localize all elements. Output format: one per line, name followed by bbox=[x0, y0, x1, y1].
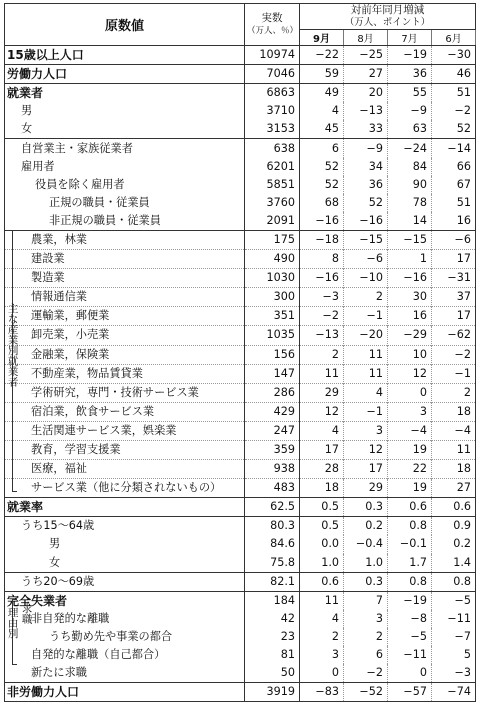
actual-value: 184 bbox=[245, 591, 300, 610]
jul-change: 14 bbox=[388, 212, 432, 231]
table-row bbox=[5, 345, 476, 364]
aug-change: 2 bbox=[344, 628, 388, 646]
sep-change: 52 bbox=[300, 176, 344, 194]
sep-change: 18 bbox=[300, 479, 344, 498]
sep-change: 52 bbox=[300, 158, 344, 176]
jul-change: 12 bbox=[388, 364, 432, 383]
jul-change: 3 bbox=[388, 402, 432, 421]
table-row bbox=[5, 212, 476, 231]
sep-change: 0.0 bbox=[300, 535, 344, 553]
sep-change: 8 bbox=[300, 250, 344, 269]
jul-change: 55 bbox=[388, 84, 432, 103]
jul-change: 0 bbox=[388, 664, 432, 683]
table-row bbox=[5, 364, 476, 383]
actual-value: 10974 bbox=[245, 46, 300, 65]
actual-value: 175 bbox=[245, 230, 300, 249]
jul-change: 1.7 bbox=[388, 554, 432, 573]
jun-change: 0.6 bbox=[432, 498, 476, 517]
actual-value: 62.5 bbox=[245, 498, 300, 517]
row-label: 情報通信業 bbox=[5, 288, 245, 307]
actual-value: 351 bbox=[245, 307, 300, 326]
table-row bbox=[5, 139, 476, 158]
sep-change: 2 bbox=[300, 628, 344, 646]
aug-change: 11 bbox=[344, 364, 388, 383]
aug-change: −10 bbox=[344, 269, 388, 288]
sep-change: −22 bbox=[300, 46, 344, 65]
row-label: 建設業 bbox=[5, 250, 245, 269]
row-label: 生活関連サービス業，娯楽業 bbox=[5, 421, 245, 440]
sep-change: −83 bbox=[300, 683, 344, 702]
row-label: 非労働力人口 bbox=[5, 683, 245, 702]
table-row bbox=[5, 440, 476, 459]
actual-value: 286 bbox=[245, 383, 300, 402]
actual-value: 1035 bbox=[245, 326, 300, 345]
jul-change: −57 bbox=[388, 683, 432, 702]
aug-change: 17 bbox=[344, 460, 388, 479]
actual-value: 3919 bbox=[245, 683, 300, 702]
aug-change: 0.3 bbox=[344, 572, 388, 591]
table-row bbox=[5, 158, 476, 176]
row-label: 自発的な離職（自己都合） bbox=[5, 646, 245, 664]
row-label: 運輸業，郵便業 bbox=[5, 307, 245, 326]
row-label: 卸売業，小売業 bbox=[5, 326, 245, 345]
jul-change: 0.6 bbox=[388, 498, 432, 517]
table-row bbox=[5, 250, 476, 269]
jun-change: 66 bbox=[432, 158, 476, 176]
table-row bbox=[5, 288, 476, 307]
row-label: 就業率 bbox=[5, 498, 245, 517]
row-label: 宿泊業，飲食サービス業 bbox=[5, 402, 245, 421]
jul-change: 63 bbox=[388, 120, 432, 139]
actual-value: 938 bbox=[245, 460, 300, 479]
aug-change: −6 bbox=[344, 250, 388, 269]
sep-change: 49 bbox=[300, 84, 344, 103]
table-row bbox=[5, 628, 476, 646]
row-label: 女 bbox=[5, 554, 245, 573]
table-row bbox=[5, 479, 476, 498]
jun-change: −30 bbox=[432, 46, 476, 65]
row-label: 学術研究，専門・技術サービス業 bbox=[5, 383, 245, 402]
jul-change: 1 bbox=[388, 250, 432, 269]
table-row bbox=[5, 176, 476, 194]
actual-value: 156 bbox=[245, 345, 300, 364]
sep-change: 45 bbox=[300, 120, 344, 139]
table-row bbox=[5, 664, 476, 683]
aug-change: −25 bbox=[344, 46, 388, 65]
jun-change: 67 bbox=[432, 176, 476, 194]
aug-change: 7 bbox=[344, 591, 388, 610]
aug-change: −2 bbox=[344, 664, 388, 683]
jul-change: 90 bbox=[388, 176, 432, 194]
sep-change: 1.0 bbox=[300, 554, 344, 573]
row-label: 非自発的な離職 bbox=[5, 610, 245, 628]
month-header-sep: 9月 bbox=[300, 30, 344, 46]
actual-value: 50 bbox=[245, 664, 300, 683]
column-header-title: 原数値 bbox=[5, 4, 245, 46]
table-row bbox=[5, 517, 476, 536]
table-row bbox=[5, 554, 476, 573]
actual-value: 483 bbox=[245, 479, 300, 498]
aug-change: −20 bbox=[344, 326, 388, 345]
sep-change: 68 bbox=[300, 194, 344, 212]
row-label: 就業者 bbox=[5, 84, 245, 103]
actual-value: 147 bbox=[245, 364, 300, 383]
table-row bbox=[5, 421, 476, 440]
actual-value: 7046 bbox=[245, 65, 300, 84]
jul-change: −8 bbox=[388, 610, 432, 628]
table-row bbox=[5, 610, 476, 628]
aug-change: −0.4 bbox=[344, 535, 388, 553]
actual-unit: （万人、％） bbox=[247, 26, 299, 36]
jul-change: −9 bbox=[388, 102, 432, 120]
jul-change: 0.8 bbox=[388, 572, 432, 591]
jul-change: −16 bbox=[388, 269, 432, 288]
jun-change: −14 bbox=[432, 139, 476, 158]
jul-change: 0.8 bbox=[388, 517, 432, 536]
jun-change: 52 bbox=[432, 120, 476, 139]
jun-change: 0.8 bbox=[432, 572, 476, 591]
yoy-label: 対前年同月増減 bbox=[350, 4, 425, 16]
row-label: 女 bbox=[5, 120, 245, 139]
jun-change: −3 bbox=[432, 664, 476, 683]
row-label: 自営業主・家族従業者 bbox=[5, 139, 245, 158]
sep-change: −13 bbox=[300, 326, 344, 345]
sep-change: 11 bbox=[300, 364, 344, 383]
aug-change: −9 bbox=[344, 139, 388, 158]
row-label: 教育，学習支援業 bbox=[5, 440, 245, 459]
aug-change: 0.2 bbox=[344, 517, 388, 536]
actual-value: 81 bbox=[245, 646, 300, 664]
column-header-yoy bbox=[300, 4, 476, 30]
actual-value: 5851 bbox=[245, 176, 300, 194]
aug-change: −16 bbox=[344, 212, 388, 231]
sep-change: 0.5 bbox=[300, 498, 344, 517]
jun-change: 16 bbox=[432, 212, 476, 231]
jun-change: 17 bbox=[432, 250, 476, 269]
actual-value: 300 bbox=[245, 288, 300, 307]
aug-change: 29 bbox=[344, 479, 388, 498]
jul-change: 19 bbox=[388, 479, 432, 498]
table-row bbox=[5, 646, 476, 664]
jun-change: 18 bbox=[432, 460, 476, 479]
jun-change: −1 bbox=[432, 364, 476, 383]
actual-value: 82.1 bbox=[245, 572, 300, 591]
table-row bbox=[5, 535, 476, 553]
sep-change: 17 bbox=[300, 440, 344, 459]
jul-change: 84 bbox=[388, 158, 432, 176]
row-label: 金融業，保険業 bbox=[5, 345, 245, 364]
actual-value: 490 bbox=[245, 250, 300, 269]
jun-change: 5 bbox=[432, 646, 476, 664]
table-row bbox=[5, 402, 476, 421]
jul-change: 36 bbox=[388, 65, 432, 84]
actual-value: 247 bbox=[245, 421, 300, 440]
sep-change: 12 bbox=[300, 402, 344, 421]
row-label: 役員を除く雇用者 bbox=[5, 176, 245, 194]
jun-change: −5 bbox=[432, 591, 476, 610]
row-label: 農業，林業 bbox=[5, 230, 245, 249]
actual-value: 6201 bbox=[245, 158, 300, 176]
aug-change: 3 bbox=[344, 610, 388, 628]
table-row bbox=[5, 65, 476, 84]
jul-change: 19 bbox=[388, 440, 432, 459]
sep-change: 11 bbox=[300, 591, 344, 610]
table-row bbox=[5, 120, 476, 139]
aug-change: 11 bbox=[344, 345, 388, 364]
aug-change: −1 bbox=[344, 307, 388, 326]
aug-change: 34 bbox=[344, 158, 388, 176]
jul-change: −0.1 bbox=[388, 535, 432, 553]
jul-change: −4 bbox=[388, 421, 432, 440]
jun-change: −11 bbox=[432, 610, 476, 628]
jun-change: 17 bbox=[432, 307, 476, 326]
month-header-jun: 6月 bbox=[432, 30, 476, 46]
actual-value: 23 bbox=[245, 628, 300, 646]
table-row bbox=[5, 194, 476, 212]
actual-value: 3710 bbox=[245, 102, 300, 120]
table-row bbox=[5, 230, 476, 249]
jun-change: −2 bbox=[432, 102, 476, 120]
jun-change: 46 bbox=[432, 65, 476, 84]
actual-value: 3760 bbox=[245, 194, 300, 212]
jun-change: 18 bbox=[432, 402, 476, 421]
jul-change: 10 bbox=[388, 345, 432, 364]
jun-change: 37 bbox=[432, 288, 476, 307]
aug-change: −13 bbox=[344, 102, 388, 120]
jul-change: 78 bbox=[388, 194, 432, 212]
statistics-table-container bbox=[4, 3, 475, 702]
jul-change: 16 bbox=[388, 307, 432, 326]
aug-change: 6 bbox=[344, 646, 388, 664]
sep-change: 2 bbox=[300, 345, 344, 364]
month-header-aug: 8月 bbox=[344, 30, 388, 46]
sep-change: −18 bbox=[300, 230, 344, 249]
sep-change: 0 bbox=[300, 664, 344, 683]
sep-change: −3 bbox=[300, 288, 344, 307]
sep-change: 4 bbox=[300, 421, 344, 440]
jun-change: −6 bbox=[432, 230, 476, 249]
table-row bbox=[5, 591, 476, 610]
row-label: 医療，福祉 bbox=[5, 460, 245, 479]
actual-value: 2091 bbox=[245, 212, 300, 231]
row-label: 非正規の職員・従業員 bbox=[5, 212, 245, 231]
jun-change: −74 bbox=[432, 683, 476, 702]
actual-value: 638 bbox=[245, 139, 300, 158]
sep-change: −2 bbox=[300, 307, 344, 326]
jun-change: −7 bbox=[432, 628, 476, 646]
jul-change: 0 bbox=[388, 383, 432, 402]
sep-change: −16 bbox=[300, 212, 344, 231]
actual-value: 359 bbox=[245, 440, 300, 459]
table-row bbox=[5, 307, 476, 326]
jun-change: 0.2 bbox=[432, 535, 476, 553]
jun-change: 51 bbox=[432, 84, 476, 103]
sep-change: 4 bbox=[300, 610, 344, 628]
aug-change: 4 bbox=[344, 383, 388, 402]
row-label: 男 bbox=[5, 535, 245, 553]
table-row bbox=[5, 269, 476, 288]
jul-change: −5 bbox=[388, 628, 432, 646]
sep-change: −16 bbox=[300, 269, 344, 288]
month-header-jul: 7月 bbox=[388, 30, 432, 46]
sep-change: 4 bbox=[300, 102, 344, 120]
aug-change: −1 bbox=[344, 402, 388, 421]
labor-force-table bbox=[4, 3, 476, 702]
sep-change: 3 bbox=[300, 646, 344, 664]
table-row bbox=[5, 683, 476, 702]
jul-change: −15 bbox=[388, 230, 432, 249]
table-row bbox=[5, 572, 476, 591]
row-label: 雇用者 bbox=[5, 158, 245, 176]
aug-change: 20 bbox=[344, 84, 388, 103]
actual-value: 84.6 bbox=[245, 535, 300, 553]
row-label: うち15～64歳 bbox=[5, 517, 245, 536]
table-row bbox=[5, 498, 476, 517]
reason-group-label-part1: 理由別 bbox=[6, 607, 19, 639]
actual-value: 75.8 bbox=[245, 554, 300, 573]
aug-change: −52 bbox=[344, 683, 388, 702]
table-row bbox=[5, 460, 476, 479]
actual-value: 80.3 bbox=[245, 517, 300, 536]
row-label: 男 bbox=[5, 102, 245, 120]
jul-change: 22 bbox=[388, 460, 432, 479]
aug-change: 2 bbox=[344, 288, 388, 307]
actual-value: 429 bbox=[245, 402, 300, 421]
aug-change: 33 bbox=[344, 120, 388, 139]
jun-change: 1.4 bbox=[432, 554, 476, 573]
row-label: 労働力人口 bbox=[5, 65, 245, 84]
industry-group-label: 主な産業別就業者 bbox=[6, 303, 19, 387]
aug-change: 3 bbox=[344, 421, 388, 440]
jun-change: −4 bbox=[432, 421, 476, 440]
yoy-unit: （万人、ポイント） bbox=[344, 17, 431, 28]
jul-change: −19 bbox=[388, 591, 432, 610]
aug-change: 52 bbox=[344, 194, 388, 212]
jun-change: 0.9 bbox=[432, 517, 476, 536]
jul-change: −29 bbox=[388, 326, 432, 345]
row-label: サービス業（他に分類されないもの） bbox=[5, 479, 245, 498]
sep-change: 0.6 bbox=[300, 572, 344, 591]
table-row bbox=[5, 102, 476, 120]
aug-change: 27 bbox=[344, 65, 388, 84]
jul-change: −11 bbox=[388, 646, 432, 664]
row-label: 新たに求職 bbox=[5, 664, 245, 683]
row-label: うち勤め先や事業の都合 bbox=[5, 628, 245, 646]
actual-label: 実数 bbox=[261, 12, 283, 24]
sep-change: 29 bbox=[300, 383, 344, 402]
column-header-actual bbox=[245, 4, 300, 46]
actual-value: 42 bbox=[245, 610, 300, 628]
jun-change: 51 bbox=[432, 194, 476, 212]
row-label: 不動産業，物品賃貸業 bbox=[5, 364, 245, 383]
aug-change: 12 bbox=[344, 440, 388, 459]
aug-change: 36 bbox=[344, 176, 388, 194]
jul-change: −19 bbox=[388, 46, 432, 65]
sep-change: 0.5 bbox=[300, 517, 344, 536]
row-label: 正規の職員・従業員 bbox=[5, 194, 245, 212]
aug-change: 0.3 bbox=[344, 498, 388, 517]
aug-change: 1.0 bbox=[344, 554, 388, 573]
aug-change: −15 bbox=[344, 230, 388, 249]
actual-value: 6863 bbox=[245, 84, 300, 103]
table-row bbox=[5, 326, 476, 345]
jun-change: 2 bbox=[432, 383, 476, 402]
row-label: 15歳以上人口 bbox=[5, 46, 245, 65]
jun-change: 11 bbox=[432, 440, 476, 459]
jul-change: 30 bbox=[388, 288, 432, 307]
jun-change: −31 bbox=[432, 269, 476, 288]
actual-value: 1030 bbox=[245, 269, 300, 288]
row-label: 完全失業者 bbox=[5, 591, 245, 610]
sep-change: 59 bbox=[300, 65, 344, 84]
jun-change: −62 bbox=[432, 326, 476, 345]
jun-change: −2 bbox=[432, 345, 476, 364]
table-row bbox=[5, 383, 476, 402]
jun-change: 27 bbox=[432, 479, 476, 498]
jul-change: −24 bbox=[388, 139, 432, 158]
sep-change: 28 bbox=[300, 460, 344, 479]
table-row bbox=[5, 84, 476, 103]
row-label: うち20～69歳 bbox=[5, 572, 245, 591]
row-label: 製造業 bbox=[5, 269, 245, 288]
actual-value: 3153 bbox=[245, 120, 300, 139]
table-body bbox=[5, 46, 476, 702]
table-row bbox=[5, 46, 476, 65]
sep-change: 6 bbox=[300, 139, 344, 158]
reason-group-label-part2: 求職 bbox=[20, 603, 33, 624]
